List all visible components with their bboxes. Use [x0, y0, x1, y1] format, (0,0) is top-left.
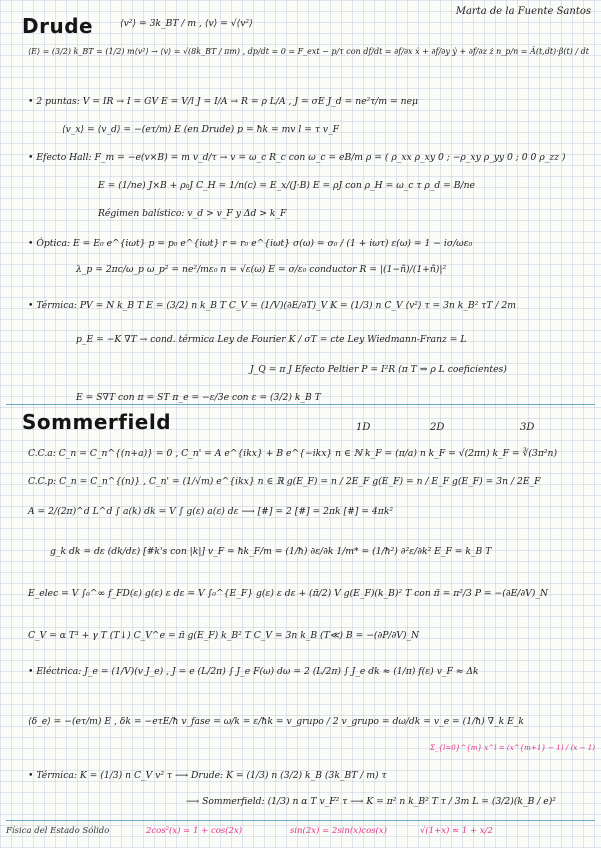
column-head-3d: 3D: [520, 422, 535, 433]
drude-line: ⟨v_x⟩ = ⟨v_d⟩ = −(eτ/m) E (en Drude) p = ħk = mv l = τ v_F: [62, 124, 340, 135]
drude-line: λ_p = 2πc/ω_p ω_p² = ne²/mε₀ n = √ε(ω) E = σ/ε₀ conductor R = |(1−ñ)/(1+ñ)|²: [76, 264, 447, 275]
sommerfeld-line: A = 2/(2π)^d L^d ∫ a(k) dk = V ∫ g(ε) a(ε) dε ⟶ [#] = 2 [#] = 2πk [#] = 4πk²: [28, 506, 394, 517]
drude-line: p_E = −K ∇T → cond. térmica Ley de Fourier K / σT = cte Ley Wiedmann-Franz = L: [76, 334, 467, 345]
sommerfeld-line: E_elec = V ∫₀^∞ f_FD(ε) g(ε) ε dε = V ∫₀^{E_F} g(ε) ε dε + (π̃/2) V g(E_F)(k_B)² T con π̃ = π²/3 P = −(∂E/∂V)_N: [28, 588, 548, 599]
sommerfeld-line: C_V = α T³ + γ T (T↓) C_V^e = π̃ g(E_F) k_B² T C_V = 3n k_B (T≪) B = −(∂P/∂V)_N: [28, 630, 420, 641]
drude-line: E = S∇T con π = ST π_e = −ε/3e con ε = (3/2) k_B T: [76, 392, 321, 403]
drude-line: • 2 puntas: V = IR → I = GV E = V/l J = I/A → R = ρ L/A , J = σE J_d = ne²τ/m = neμ: [28, 96, 418, 107]
sommerfeld-line: • Térmica: K = (1/3) n C_V v² τ ⟶ Drude: K = (1/3) n (3/2) k_B (3k_BT / m) τ: [28, 770, 387, 781]
footer-equation: √(1+x) ≈ 1 + x/2: [420, 826, 493, 836]
column-head-2d: 2D: [430, 422, 445, 433]
drude-line: ⟨v²⟩ = 3k_BT / m , ⟨v⟩ = √⟨v²⟩: [120, 18, 253, 29]
footer-equation: 2cos²(x) = 1 + cos(2x): [146, 826, 243, 836]
author-name: Marta de la Fuente Santos: [455, 6, 591, 17]
sommerfeld-line: C.C.a: C_n = C_n^{(n+a)} = 0 , C_n' = A e^{ikx} + B e^{−ikx} n ∈ ℕ k_F = (π/a) n k_F = √(2πn) k_F = ∛(3π²n): [28, 448, 558, 459]
sommerfeld-line: ⟨δ_e⟩ = −(eτ/m) E , δk = −eτE/ħ v_fase = ω/k = ε/ħk = v_grupo / 2 v_grupo = dω/dk = v_e = (1/ħ) ∇_k E_k: [28, 716, 524, 727]
footer-course-name: Física del Estado Sólido: [6, 826, 110, 836]
drude-title: Drude: [22, 14, 94, 38]
sommerfeld-title: Sommerfield: [22, 410, 172, 434]
drude-line: J_Q = π J Efecto Peltier P = I²R (π T ⇒ ρ L coeficientes): [250, 364, 507, 375]
drude-line: ⟨E⟩ = (3/2) k_BT = (1/2) m⟨v²⟩ → ⟨v⟩ = √(8k_BT / πm) , dp/dt = 0 = F_ext − p/τ con df/dt = ∂f/∂x ẋ + ∂f/∂y ẏ + ∂f/∂z ż n_p/n = Â(t,dt)·β(t) / dt: [28, 47, 589, 56]
sommerfeld-line: • Eléctrica: J_e = (1/V)(v J_e) , J = e (L/2π) ∫ J_e F(ω) dω = 2 (L/2π) ∫ J_e dk ≈ (1/π) f(ε) v_F ≈ Δk: [28, 666, 479, 677]
section-divider: [6, 404, 595, 405]
column-head-1d: 1D: [356, 422, 371, 433]
drude-line: Régimen balístico: v_d > v_F y Δd > k_F: [98, 208, 287, 219]
footer-divider: [6, 820, 595, 821]
sommerfeld-line: g_k dk = dε (dk/dε) [#k's con |k|] v_F = ħk_F/m = (1/ħ) ∂ε/∂k 1/m* = (1/ħ²) ∂²ε/∂k² E_F = k_B T: [50, 546, 492, 557]
drude-line: • Óptica: E = E₀ e^{iωt} p = p₀ e^{iωt} r = r₀ e^{iωt} σ(ω) = σ₀ / (1 + iωτ) ε(ω) = 1 − iσ/ωε₀: [28, 238, 473, 249]
drude-line: E = (1/ne) J×B + ρ₀J C_H = 1/n(c) = E_x/(J·B) E = ρJ con ρ_H = ω_c τ ρ_d = B/ne: [98, 180, 475, 191]
sommerfeld-line: C.C.p: C_n = C_n^{(n)} , C_n' = (1/√m) e^{ikx} n ∈ ℝ g(E_F) = n / 2E_F g(E_F) = n / E_F g(E_F) = 3n / 2E_F: [28, 476, 541, 487]
geometric-series-note: Σ_{l=0}^{m} x^l = (x^{m+1} − 1) / (x − 1): [430, 743, 595, 752]
footer-equation: sin(2x) = 2sin(x)cos(x): [290, 826, 387, 836]
drude-line: • Efecto Hall: F_m = −e(v×B) = m v_d/τ → v = ω_c R_c con ω_c = eB/m ρ = ( ρ_xx ρ_xy 0 ; −ρ_xy ρ_yy 0 ; 0 0 ρ_zz ): [28, 152, 566, 163]
sommerfeld-line: ⟶ Sommerfield: (1/3) n α T v_F² τ ⟶ K = π² n k_B² T τ / 3m L = (3/2)(k_B / e)²: [186, 796, 556, 807]
drude-line: • Térmica: PV = N k_B T E = (3/2) n k_B T C_V = (1/V)(∂E/∂T)_V K = (1/3) n C_V ⟨v²⟩ τ = 3n k_B² τT / 2m: [28, 300, 516, 311]
